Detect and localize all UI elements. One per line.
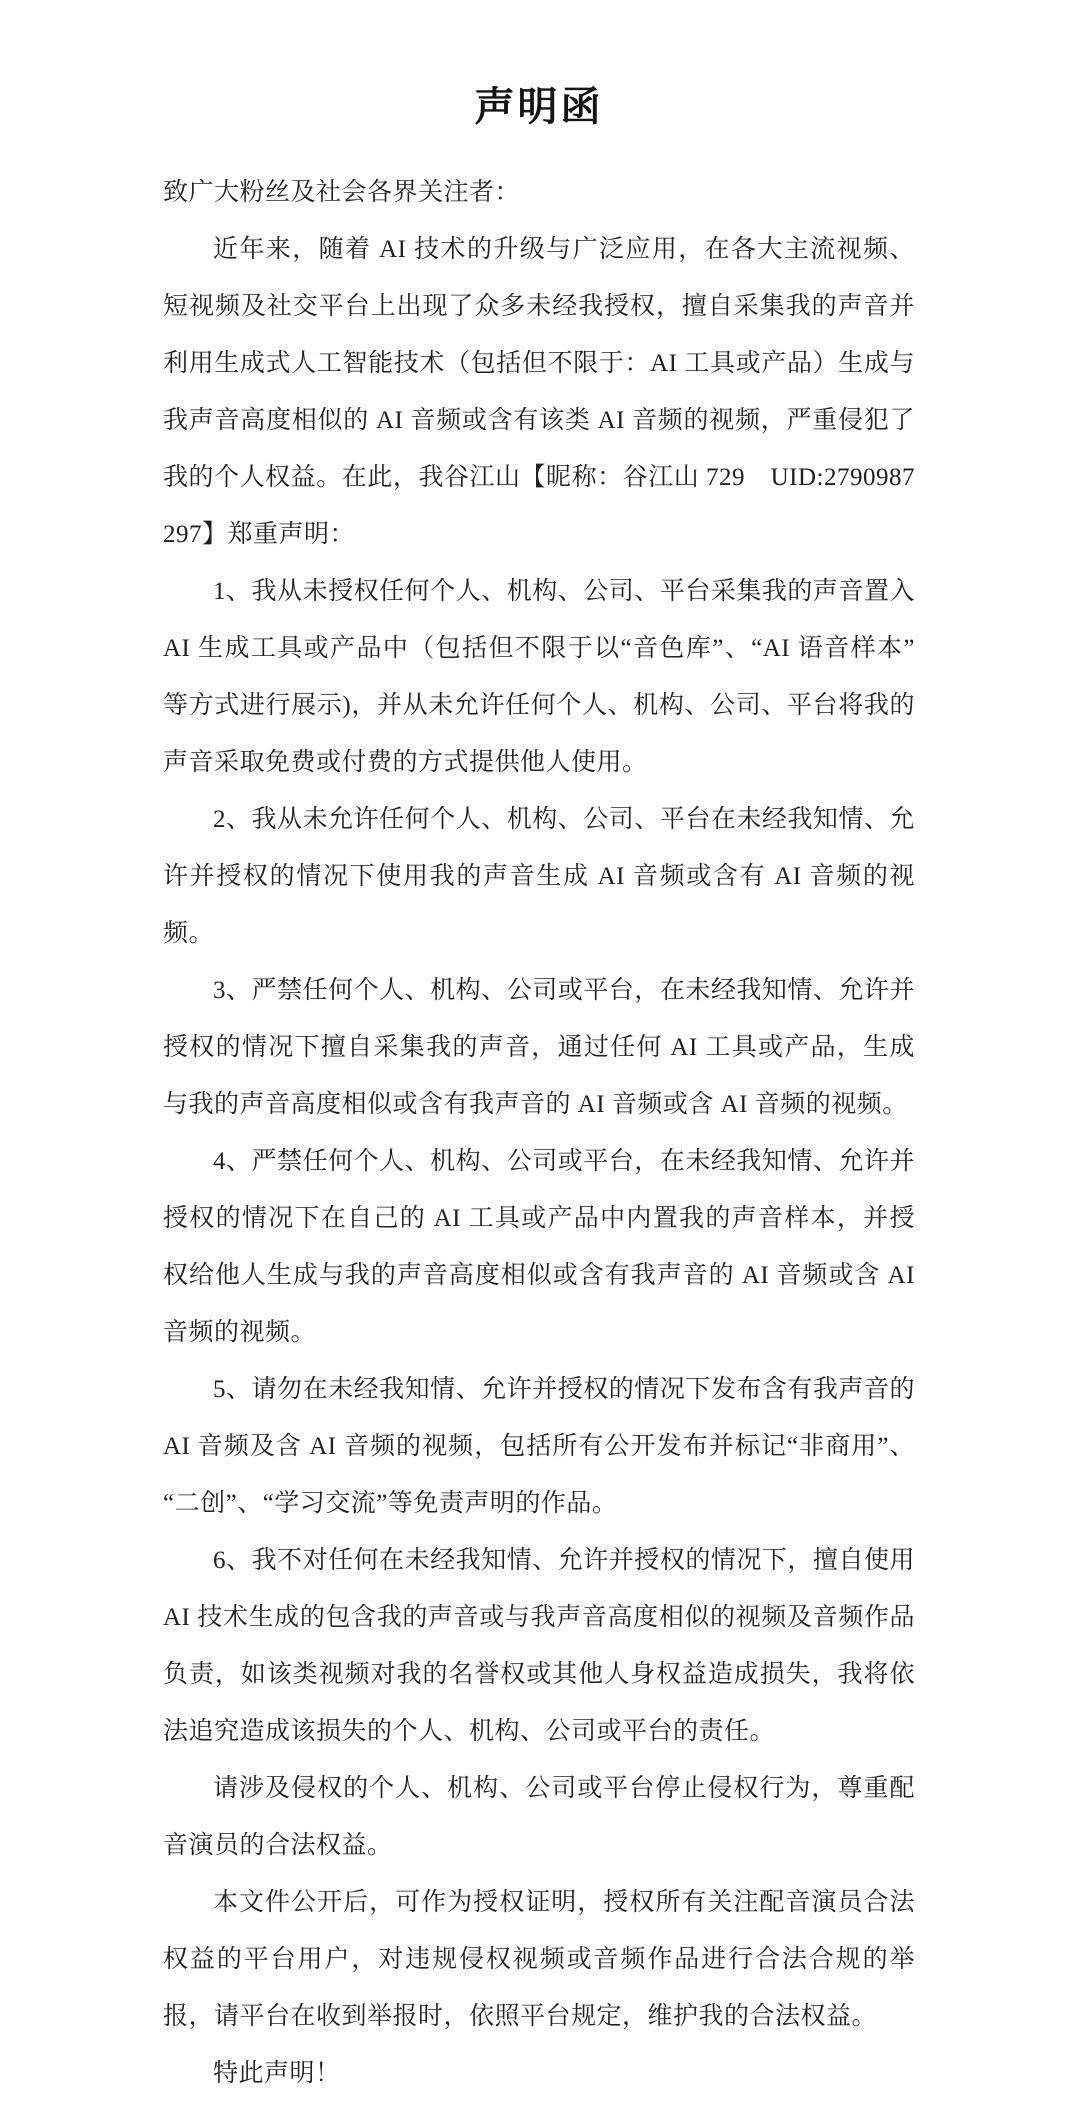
authorization-paragraph: 本文件公开后，可作为授权证明，授权所有关注配音演员合法权益的平台用户，对违规侵权视频或音频作品进行合法合规的举报，请平台在收到举报时，依照平台规定，维护我的合法权益。 <box>163 1889 915 2030</box>
statement-item-3: 3、严禁任何个人、机构、公司或平台，在未经我知情、允许并授权的情况下擅自采集我的声音，通过任何 AI 工具或产品，生成与我的声音高度相似或含有我声音的 AI 音频或含 AI 音频的视频。 <box>163 977 915 1118</box>
statement-item-5: 5、请勿在未经我知情、允许并授权的情况下发布含有我声音的 AI 音频及含 AI 音频的视频，包括所有公开发布并标记“非商用”、“二创”、“学习交流”等免责声明的作品。 <box>163 1376 915 1517</box>
cease-request-paragraph: 请涉及侵权的个人、机构、公司或平台停止侵权行为，尊重配音演员的合法权益。 <box>163 1775 915 1859</box>
salutation-line: 致广大粉丝及社会各界关注者： <box>163 179 521 206</box>
intro-paragraph: 近年来，随着 AI 技术的升级与广泛应用，在各大主流视频、短视频及社交平台上出现了众多未经我授权，擅自采集我的声音并利用生成式人工智能技术（包括但不限于：AI 工具或产品）生成与我声音高度相似的 AI 音频或含有该类 AI 音频的视频，严重侵犯了我的个人权益。在此，我谷江山【昵称：谷江山 729 UID:2790987297】郑重声明： <box>163 236 915 548</box>
closing-line: 特此声明！ <box>213 2060 341 2087</box>
statement-item-2: 2、我从未允许任何个人、机构、公司、平台在未经我知情、允许并授权的情况下使用我的声音生成 AI 音频或含有 AI 音频的视频。 <box>163 806 915 947</box>
document-title: 声明函 <box>474 84 604 129</box>
statement-item-4: 4、严禁任何个人、机构、公司或平台，在未经我知情、允许并授权的情况下在自己的 AI 工具或产品中内置我的声音样本，并授权给他人生成与我的声音高度相似或含有我声音的 AI 音频或含 AI 音频的视频。 <box>163 1148 915 1346</box>
statement-item-1: 1、我从未授权任何个人、机构、公司、平台采集我的声音置入 AI 生成工具或产品中（包括但不限于以“音色库”、“AI 语音样本”等方式进行展示)，并从未允许任何个人、机构、公司、平台将我的声音采取免费或付费的方式提供他人使用。 <box>163 578 915 776</box>
statement-item-6: 6、我不对任何在未经我知情、允许并授权的情况下，擅自使用 AI 技术生成的包含我的声音或与我声音高度相似的视频及音频作品负责，如该类视频对我的名誉权或其他人身权益造成损失，我将依法追究造成该损失的个人、机构、公司或平台的责任。 <box>163 1547 915 1745</box>
document-body <box>163 164 915 2102</box>
